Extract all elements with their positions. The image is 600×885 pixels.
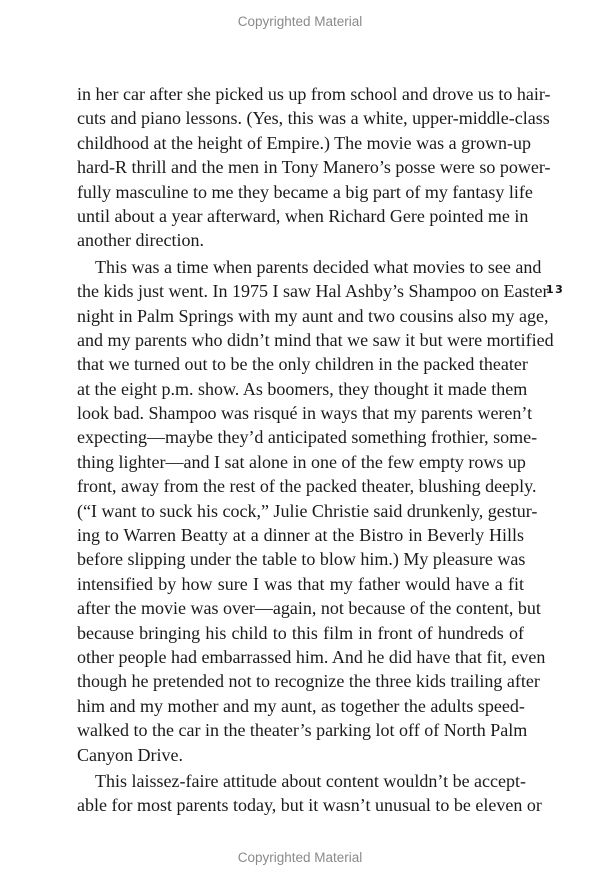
text-line: ing to Warren Beatty at a dinner at the Bistro in Beverly Hills <box>77 525 524 546</box>
text-line: until about a year afterward, when Richard Gere pointed me in <box>77 205 529 226</box>
text-line: because bringing his child to this film in front of hundreds of <box>77 622 524 643</box>
text-line: This laissez-faire attitude about content wouldn’t be accept- <box>95 770 527 791</box>
text-line: intensified by how sure I was that my father would have a fit <box>77 573 524 594</box>
text-line: other people had embarrassed him. And he did have that fit, even <box>77 646 546 667</box>
text-line: at the eight p.m. show. As boomers, they thought it made them <box>77 378 528 399</box>
text-line: thing lighter—and I sat alone in one of the few empty rows up <box>77 451 526 472</box>
page-number: 13 <box>546 283 565 296</box>
text-line: Canyon Drive. <box>77 744 183 765</box>
text-line: another direction. <box>77 230 204 251</box>
text-line: able for most parents today, but it wasn’t unusual to be eleven or <box>77 795 542 816</box>
copyright-watermark-top: Copyrighted Material <box>237 14 363 29</box>
text-line: cuts and piano lessons. (Yes, this was a white, upper-middle-class <box>77 108 550 129</box>
text-line: childhood at the height of Empire.) The movie was a grown-up <box>77 132 532 153</box>
text-line: before slipping under the table to blow him.) My pleasure was <box>77 549 526 570</box>
text-line: fully masculine to me they became a big part of my fantasy life <box>77 181 533 202</box>
text-line: front, away from the rest of the packed theater, blushing deeply. <box>77 476 537 497</box>
text-line: though he pretended not to recognize the three kids trailing after <box>77 671 540 692</box>
text-line: the kids just went. In 1975 I saw Hal Ashby’s Shampoo on Easter <box>77 281 549 302</box>
text-line: and my parents who didn’t mind that we saw it but were mortified <box>77 329 554 350</box>
text-line: expecting—maybe they’d anticipated something frothier, some- <box>77 427 538 448</box>
text-line: after the movie was over—again, not because of the content, but <box>77 598 541 619</box>
text-line: that we turned out to be the only children in the packed theater <box>77 354 528 375</box>
text-line: look bad. Shampoo was risqué in ways that my parents weren’t <box>77 403 533 424</box>
text-line: him and my mother and my aunt, as together the adults speed- <box>77 695 525 716</box>
text-line: hard-R thrill and the men in Tony Manero’s posse were so power- <box>77 157 551 178</box>
copyright-watermark-bottom: Copyrighted Material <box>237 850 363 865</box>
body-text <box>77 82 554 818</box>
text-line: night in Palm Springs with my aunt and two cousins also my age, <box>77 305 549 326</box>
text-line: This was a time when parents decided what movies to see and <box>95 256 542 277</box>
text-line: walked to the car in the theater’s parking lot off of North Palm <box>77 720 528 741</box>
text-line: in her car after she picked us up from school and drove us to hair- <box>77 84 551 104</box>
text-line: (“I want to suck his cock,” Julie Christie said drunkenly, gestur- <box>77 500 538 521</box>
